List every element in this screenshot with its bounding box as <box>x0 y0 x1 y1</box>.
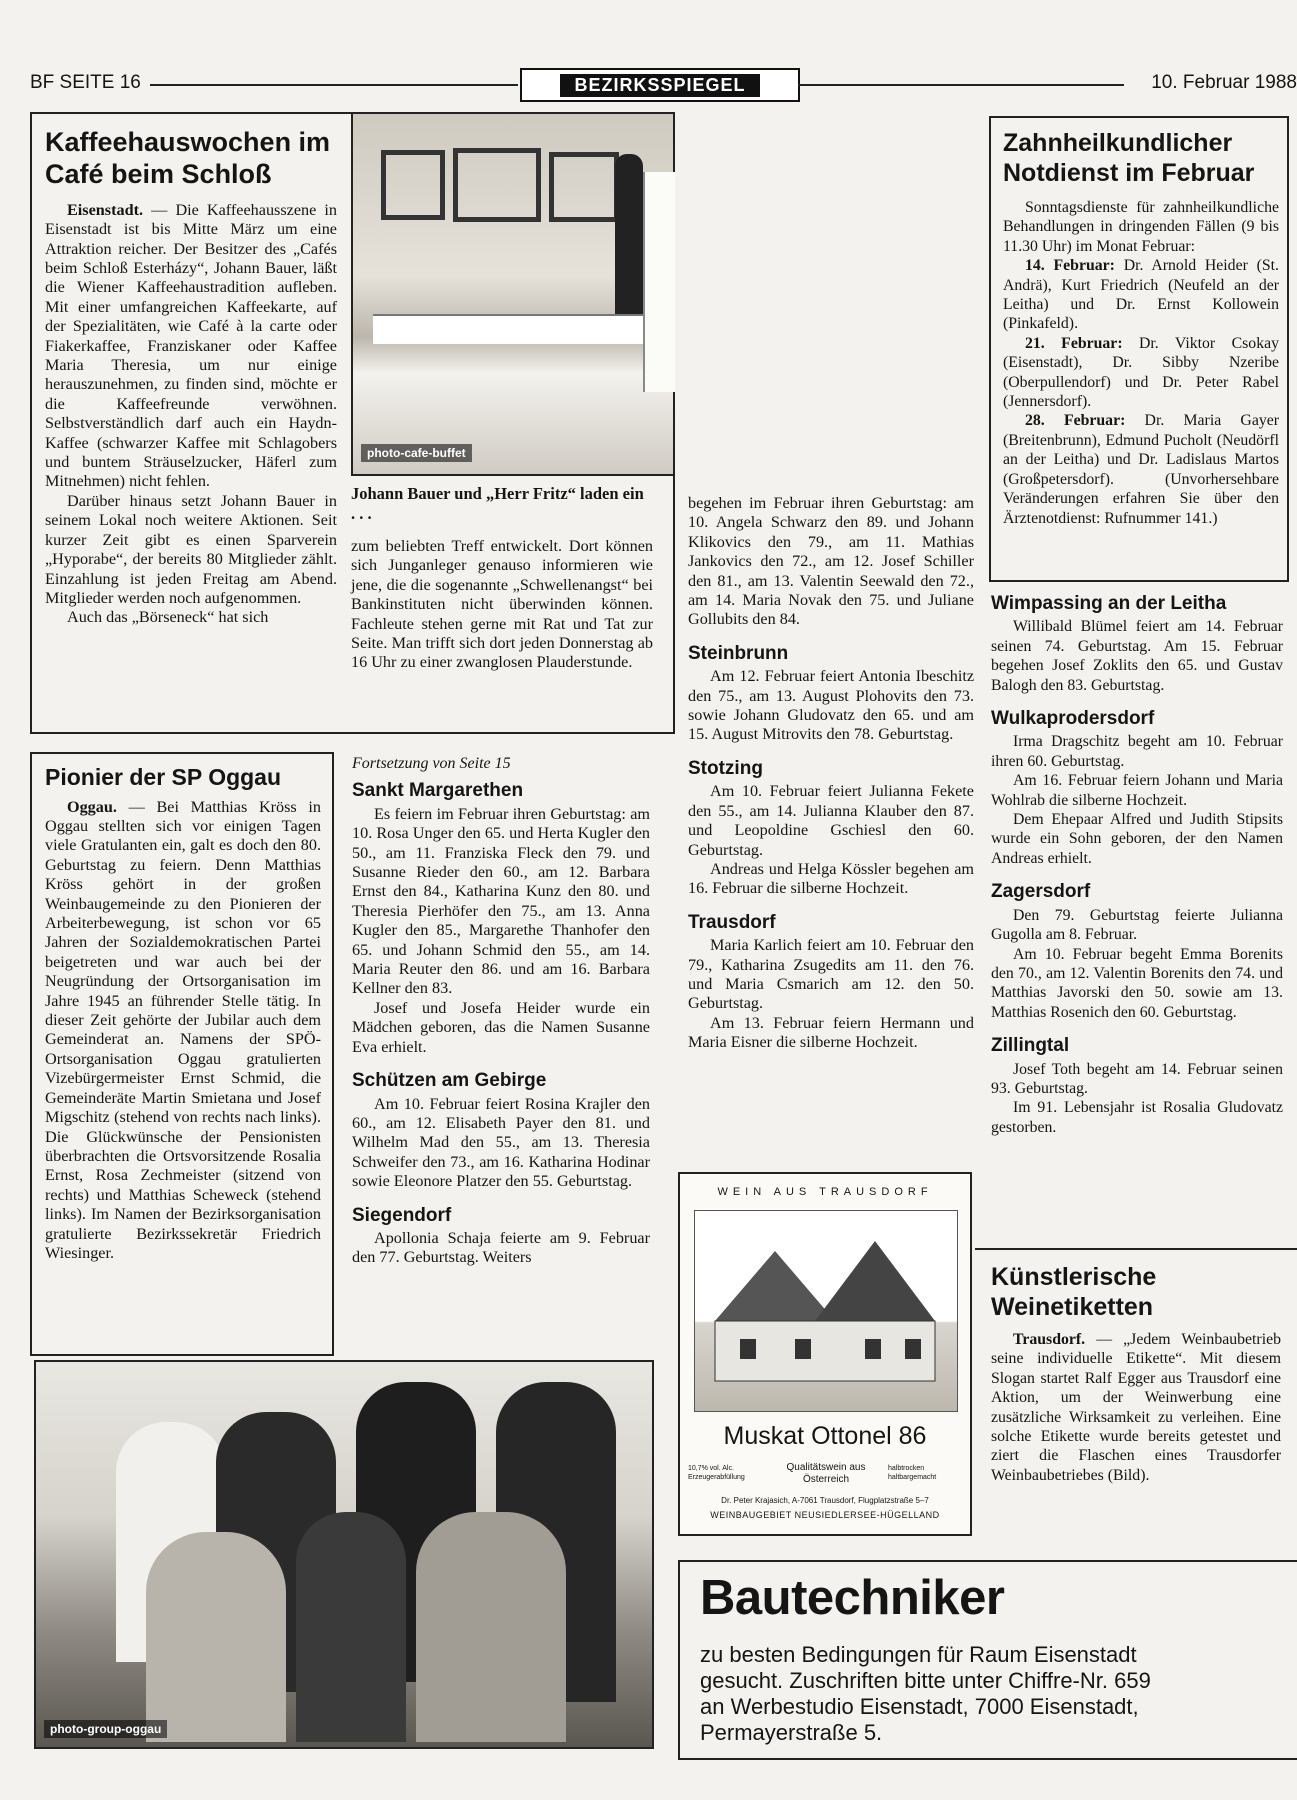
window <box>740 1339 756 1359</box>
section-stotzing: Stotzing <box>688 757 763 779</box>
section-zagersdorf: Zagersdorf <box>991 881 1091 903</box>
section-steinbrunn: Steinbrunn <box>688 642 789 664</box>
dateline: Eisenstadt. <box>67 200 144 219</box>
paragraph: — Bei Matthias Kröss in Oggau stellten sich vor einigen Tagen viele Gratulanten ein, galt es doch den 80. Geburtstag zu feiern. Denn Matthias Kröss gehört in der großen Weinbaugemeinde zu den Pionieren der Arbeiterbewegung, ist schon vor 65 Jahren der Sozialdemokratischen Partei beigetreten und war auch bei der Neugründung der Ortsorganisation im Jahre 1945 an führender Stelle tätig. In dieser Zeit gehörte der Jubilar auch dem Gemeinderat an. Namens der SPÖ-Ortsorganisation Oggau gratulierten Vizebürgermeister Ernst Schmid, die Gemeinderäte Martin Smietana und Josef Migschitz (stehend von rechts nach links). Die Glückwünsche der Pensionisten überbrachten die Ortsvorsitzende Rosalia Ernst, Rosa Zechmeister (sitzend von rechts) und Matthias Scheweck (stehend links). Im Namen der Bezirksorganisation gratulierte Bezirkssekretär Friedrich Wiesinger. <box>45 797 321 1262</box>
paragraph: Josef Toth begeht am 14. Februar seinen 93. Geburtstag. <box>991 1060 1283 1097</box>
roof <box>815 1241 935 1321</box>
article-kaffee-continued <box>351 537 653 673</box>
paragraph: begehen im Februar ihren Geburtstag: am 10. Angela Schwarz den 89. und Johann Klikovics den 79., am 11. Mathias Jankovics den 72., am 12. Josef Schiller den 81., am 13. Valentin Seewald den 72., am 14. Maria Novak den 75. und Juliane Gollubits den 84. <box>688 494 974 629</box>
ad-line: gesucht. Zuschriften bitte unter Chiffre-Nr. 659 <box>700 1668 1151 1693</box>
paragraph: Am 10. Februar begeht Emma Borenits den 70., am 12. Valentin Borenits den 74. und Matthias Javorski den 50. sowie am 13. Matthias Rosenich den 60. Geburtstag. <box>991 945 1283 1021</box>
paragraph: Willibald Blümel feiert am 14. Februar seinen 74. Geburtstag. Am 15. Februar begehen Josef Zoklits den 65. und Gustav Balogh den 83. Geburtstag. <box>991 618 1283 694</box>
paragraph: Am 16. Februar feiern Johann und Maria Wohlrab die silberne Hochzeit. <box>991 772 1283 809</box>
issue-date: 10. Februar 1988 <box>1151 72 1297 93</box>
paragraph: Am 10. Februar feiert Julianna Fekete den 55., am 14. Julianna Klauber den 87. und Leopoldine Gschiesl den 60. Geburtstag. <box>688 782 974 859</box>
person-seated <box>296 1512 406 1742</box>
column-gemeinden <box>991 594 1283 1137</box>
photo-group <box>34 1360 654 1749</box>
article-pionier-title: Pionier der SP Oggau <box>45 764 282 790</box>
person-white-jacket <box>643 172 675 392</box>
person-seated <box>146 1532 286 1742</box>
article-zahn-title: Zahnheilkundlicher Notdienst im Februar <box>1003 129 1255 187</box>
paragraph: Andreas und Helga Kössler begehen am 16. Februar die silberne Hochzeit. <box>688 859 974 898</box>
section-schuetzen: Schützen am Gebirge <box>352 1070 547 1092</box>
continued-from: Fortsetzung von Seite 15 <box>352 755 511 772</box>
section-wulkaprodersdorf: Wulkaprodersdorf <box>991 708 1155 730</box>
ad-line: Permayerstraße 5. <box>700 1720 883 1745</box>
ad-title: Bautechniker <box>700 1571 1005 1625</box>
paragraph: — „Jedem Weinbaubetrieb seine individuelle Etikette“. Mit diesem Slogan startet Ralf Egger aus Trausdorf eine Aktion, um der Weinwerbung eine zusätzliche Wirksamkeit zu verleihen. Eine solche Etikette wurde bereits getestet und ziert die Flaschen eines Trausdorfer Weinbaubetriebes (Bild). <box>991 1331 1281 1484</box>
article-kuenstler-body <box>991 1330 1281 1485</box>
section-wimpassing: Wimpassing an der Leitha <box>991 593 1227 614</box>
section-sankt-margarethen: Sankt Margarethen <box>352 780 524 802</box>
column-gemeinden-2 <box>352 754 650 1268</box>
column-geburtstage <box>688 494 974 1053</box>
section-title: BEZIRKSSPIEGEL <box>560 74 759 97</box>
wine-style: halbtrocken haltbargemacht <box>888 1465 937 1481</box>
dateline: Trausdorf. <box>1013 1331 1086 1348</box>
wall-frame <box>381 150 445 220</box>
article-zahn <box>1003 128 1279 528</box>
article-kaffee <box>45 126 337 628</box>
section-trausdorf: Trausdorf <box>688 911 776 933</box>
section-siegendorf: Siegendorf <box>352 1204 452 1226</box>
house-drawing <box>695 1211 957 1411</box>
paragraph: Im 91. Lebensjahr ist Rosalia Gludovatz gestorben. <box>991 1099 1283 1136</box>
window <box>795 1339 811 1359</box>
article-kaffee-title: Kaffeehauswochen im Café beim Schloß <box>45 127 331 190</box>
paragraph: zum beliebten Treff entwickelt. Dort können sich Junganleger genauso informieren wie jene, die die sogenannte „Schwellenangst“ bei Bankinstituten nicht überwinden können. Fachleute stehen gerne mit Rat und Tat zur Seite. Man trifft sich dort jeden Donnerstag ab 16 Uhr zu einer zwanglosen Plauderstunde. <box>351 537 653 672</box>
article-kuenstler-title: Künstlerische Weinetiketten <box>991 1263 1157 1321</box>
paragraph: Am 10. Februar feiert Rosina Krajler den 60., am 12. Elisabeth Payer den 81. und Wilhelm Mad den 55., am 13. Theresia Schweifer den 73., am 16. Katharina Hodinar sowie Eleonore Platzer den 55. Geburtstag. <box>352 1094 650 1191</box>
paragraph: Auch das „Börseneck“ hat sich <box>67 608 269 627</box>
article-pionier <box>45 764 321 1263</box>
roof <box>715 1251 835 1321</box>
photo-caption: Johann Bauer und „Herr Fritz“ laden ein . . . <box>351 484 644 523</box>
wine-alcohol: 10,7% vol. Alc. Erzeugerabfüllung <box>688 1465 745 1481</box>
paragraph: Darüber hinaus setzt Johann Bauer in seinem Lokal noch weitere Aktionen. Seit kurzer Zeit gibt es einen Sparverein „Hyporabe“, der bereits 80 Mitglieder zählt. Einzahlung ist jeden Freitag am Abend. Mitglieder werden noch aufgenommen. <box>45 491 337 607</box>
paragraph: Irma Dragschitz begeht am 10. Februar ihren 60. Geburtstag. <box>991 733 1283 770</box>
header-rule-right <box>798 84 1124 86</box>
buffet-table <box>373 314 643 344</box>
paragraph: Sonntagsdienste für zahnheilkundliche Behandlungen in dringenden Fällen (9 bis 11.30 Uhr) im Monat Februar: <box>1003 199 1279 255</box>
wine-name: Muskat Ottonel 86 <box>723 1422 927 1450</box>
wine-label <box>678 1172 972 1536</box>
classified-ad <box>678 1560 1297 1760</box>
article-pionier-body <box>45 798 321 1264</box>
article-kuenstler <box>991 1262 1281 1485</box>
section-zillingtal: Zillingtal <box>991 1035 1070 1057</box>
date-label: 28. Februar: <box>1025 412 1126 430</box>
paragraph: Am 12. Februar feiert Antonia Ibeschitz den 75., am 13. August Plohovits den 73. sowie Johann Gludovatz den 65. und am 15. August Mitrovits den 78. Geburtstag. <box>688 667 974 744</box>
page-number: BF SEITE 16 <box>30 72 141 93</box>
date-label: 14. Februar: <box>1025 257 1115 275</box>
photo-tag: photo-cafe-buffet <box>361 444 472 462</box>
photo-cafe <box>351 112 675 476</box>
window <box>865 1339 881 1359</box>
ad-line: zu besten Bedingungen für Raum Eisenstadt <box>700 1642 1137 1667</box>
dateline: Oggau. <box>67 797 117 816</box>
wine-quality: Qualitätswein aus Österreich <box>786 1462 866 1485</box>
paragraph: Dem Ehepaar Alfred und Judith Stipsits wurde ein Sohn geboren, der den Namen Andreas erhielt. <box>991 811 1283 867</box>
photo-tag: photo-group-oggau <box>44 1720 167 1738</box>
header-rule-left <box>150 84 518 86</box>
wine-producer: Dr. Peter Krajasich, A-7061 Trausdorf, Flugplatzstraße 5–7 <box>721 1496 929 1505</box>
paragraph: Dr. Arnold Heider (St. Andrä), Kurt Friedrich (Neufeld an der Leitha) und Dr. Ernst Kollowein (Pinkafeld). <box>1003 257 1279 333</box>
person-seated <box>416 1512 566 1742</box>
article-kuenstler-rule <box>975 1248 1297 1250</box>
paragraph: Josef und Josefa Heider wurde ein Mädchen geboren, das die Namen Susanne Eva erhielt. <box>352 998 650 1056</box>
ad-line: an Werbestudio Eisenstadt, 7000 Eisenstadt, <box>700 1694 1139 1719</box>
article-zahn-body <box>1003 198 1279 528</box>
section-banner <box>520 68 800 102</box>
wine-label-artwork <box>694 1210 958 1412</box>
window <box>905 1339 921 1359</box>
article-kaffee-body <box>45 201 337 628</box>
paragraph: Den 79. Geburtstag feierte Julianna Gugolla am 8. Februar. <box>991 906 1283 944</box>
paragraph: Dr. Viktor Csokay (Eisenstadt), Dr. Sibby Nzeribe (Oberpullendorf) und Dr. Peter Rabel (Jennersdorf). <box>1003 334 1280 411</box>
paragraph: Dr. Maria Gayer (Breitenbrunn), Edmund Pucholt (Neudörfl an der Leitha) und Dr. Ladislaus Martos (Großpetersdorf). (Unvorhersehbare Veränderungen erfahren Sie über den Ärztenotdienst: Rufnummer 141.) <box>1003 412 1279 527</box>
wall-frame <box>453 148 541 222</box>
paragraph: — Die Kaffeehausszene in Eisenstadt ist bis Mitte März um eine Attraktion reicher. Der Besitzer des „Cafés beim Schloß Esterházy“, Johann Bauer, läßt die Wiener Kaffeehaustradition aufleben. Mit einer umfangreichen Kaffeekarte, auf der Spezialitäten, wie Café à la carte oder Fiakerkaffee, Franziskaner oder Kaffee Maria Theresia, um nur einige herauszunehmen, zu finden sind, möchte er die Kaffeefreunde verwöhnen. Selbstverständlich darf auch ein Haydn-Kaffee (schwarzer Kaffee mit Schlagobers und buntem Sträuselzucker, Häferl zum Mitnehmen) nicht fehlen. <box>45 200 337 491</box>
wall-frame <box>549 152 619 222</box>
ad-body <box>700 1642 1151 1746</box>
paragraph: Es feiern im Februar ihren Geburtstag: am 10. Rosa Unger den 65. und Herta Kugler den 50., am 11. Franziska Fleck den 79. und Susanne Rieder den 60., am 12. Barbara Ernst den 84., Katharina Kunz den 80. und Theresia Pierhöfer den 75., am 13. Anna Kugler den 85., Margarethe Thanhofer den 65. und Johann Schmid den 55., am 14. Maria Reuter den 86. und am 16. Barbara Kellner den 83. <box>352 804 650 998</box>
paragraph: Apollonia Schaja feierte am 9. Februar den 77. Geburtstag. Weiters <box>352 1228 650 1267</box>
paragraph: Maria Karlich feiert am 10. Februar den 79., Katharina Zsugedits am 11. den 76. und Maria Csmarich am 12. den 50. Geburtstag. <box>688 936 974 1013</box>
wine-region: WEINBAUGEBIET NEUSIEDLERSEE-HÜGELLAND <box>710 1510 940 1520</box>
wine-label-top: WEIN AUS TRAUSDORF <box>717 1186 933 1198</box>
paragraph: Am 13. Februar feiern Hermann und Maria Eisner die silberne Hochzeit. <box>688 1013 974 1052</box>
date-label: 21. Februar: <box>1025 334 1123 352</box>
